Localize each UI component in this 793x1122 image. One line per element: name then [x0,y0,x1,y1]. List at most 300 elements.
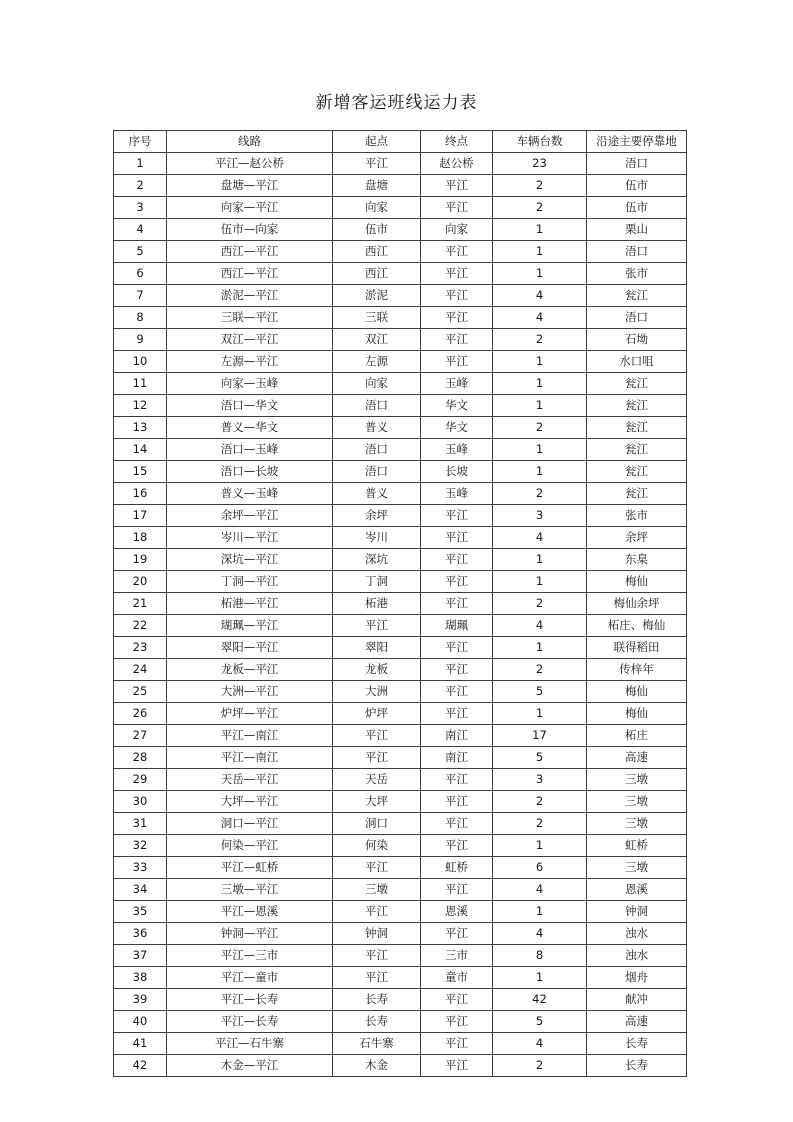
cell-vehicle_count: 1 [493,219,587,241]
cell-destination: 玉峰 [421,483,493,505]
cell-vehicle_count: 42 [493,989,587,1011]
cell-route: 平江—恩溪 [167,901,333,923]
cell-index: 32 [114,835,167,857]
cell-origin: 西江 [333,241,421,263]
cell-index: 12 [114,395,167,417]
cell-route: 平江—南江 [167,725,333,747]
cell-stops: 瓮江 [587,483,687,505]
table-row [114,1033,687,1055]
cell-destination: 平江 [421,241,493,263]
cell-index: 41 [114,1033,167,1055]
cell-vehicle_count: 1 [493,637,587,659]
cell-index: 27 [114,725,167,747]
cell-route: 瑚珮—平江 [167,615,333,637]
table-row [114,923,687,945]
cell-route: 柘港—平江 [167,593,333,615]
cell-origin: 钟洞 [333,923,421,945]
cell-index: 14 [114,439,167,461]
cell-index: 4 [114,219,167,241]
cell-index: 34 [114,879,167,901]
cell-destination: 平江 [421,681,493,703]
table-row [114,373,687,395]
cell-destination: 平江 [421,637,493,659]
cell-vehicle_count: 1 [493,967,587,989]
cell-stops: 柘庄 [587,725,687,747]
cell-index: 7 [114,285,167,307]
cell-vehicle_count: 2 [493,197,587,219]
cell-origin: 平江 [333,725,421,747]
cell-destination: 玉峰 [421,373,493,395]
table-row [114,461,687,483]
cell-stops: 梅仙余坪 [587,593,687,615]
cell-index: 16 [114,483,167,505]
cell-origin: 平江 [333,615,421,637]
cell-index: 35 [114,901,167,923]
cell-destination: 平江 [421,307,493,329]
cell-index: 11 [114,373,167,395]
cell-stops: 联得稻田 [587,637,687,659]
cell-index: 28 [114,747,167,769]
cell-route: 丁洞—平江 [167,571,333,593]
cell-route: 平江—童市 [167,967,333,989]
cell-origin: 浯口 [333,461,421,483]
cell-stops: 恩溪 [587,879,687,901]
cell-destination: 平江 [421,879,493,901]
cell-destination: 平江 [421,549,493,571]
cell-stops: 浯口 [587,153,687,175]
cell-vehicle_count: 1 [493,351,587,373]
table-row [114,153,687,175]
cell-destination: 平江 [421,1055,493,1077]
cell-stops: 长寿 [587,1055,687,1077]
cell-vehicle_count: 1 [493,901,587,923]
cell-vehicle_count: 2 [493,791,587,813]
cell-origin: 大洲 [333,681,421,703]
cell-origin: 丁洞 [333,571,421,593]
cell-destination: 平江 [421,175,493,197]
cell-origin: 柘港 [333,593,421,615]
cell-vehicle_count: 4 [493,307,587,329]
cell-vehicle_count: 4 [493,879,587,901]
cell-destination: 平江 [421,989,493,1011]
cell-route: 平江—石牛寨 [167,1033,333,1055]
table-row [114,835,687,857]
cell-route: 平江—长寿 [167,989,333,1011]
cell-vehicle_count: 2 [493,175,587,197]
cell-stops: 瓮江 [587,373,687,395]
cell-route: 普义—玉峰 [167,483,333,505]
cell-origin: 伍市 [333,219,421,241]
cell-stops: 献冲 [587,989,687,1011]
cell-vehicle_count: 2 [493,1055,587,1077]
cell-origin: 炉坪 [333,703,421,725]
cell-route: 平江—赵公桥 [167,153,333,175]
table-row [114,1011,687,1033]
cell-vehicle_count: 4 [493,615,587,637]
cell-destination: 长坡 [421,461,493,483]
cell-origin: 西江 [333,263,421,285]
cell-stops: 浊水 [587,923,687,945]
cell-vehicle_count: 23 [493,153,587,175]
cell-route: 伍市—向家 [167,219,333,241]
cell-route: 西江—平江 [167,263,333,285]
cell-route: 翠阳—平江 [167,637,333,659]
column-header-route: 线路 [167,131,333,153]
table-row [114,725,687,747]
cell-stops: 浯口 [587,241,687,263]
cell-index: 38 [114,967,167,989]
cell-vehicle_count: 1 [493,395,587,417]
cell-route: 三联—平江 [167,307,333,329]
table-row [114,197,687,219]
cell-index: 10 [114,351,167,373]
cell-route: 天岳—平江 [167,769,333,791]
cell-route: 三墩—平江 [167,879,333,901]
cell-route: 钟洞—平江 [167,923,333,945]
cell-origin: 浯口 [333,395,421,417]
cell-vehicle_count: 8 [493,945,587,967]
cell-stops: 东臬 [587,549,687,571]
cell-route: 浯口—华文 [167,395,333,417]
cell-stops: 张市 [587,505,687,527]
cell-origin: 平江 [333,857,421,879]
table-row [114,813,687,835]
cell-index: 30 [114,791,167,813]
cell-origin: 平江 [333,967,421,989]
cell-vehicle_count: 2 [493,329,587,351]
table-row [114,769,687,791]
cell-origin: 长寿 [333,1011,421,1033]
cell-index: 39 [114,989,167,1011]
cell-destination: 平江 [421,527,493,549]
cell-origin: 深坑 [333,549,421,571]
table-row [114,285,687,307]
table-row [114,1055,687,1077]
cell-route: 向家—玉峰 [167,373,333,395]
cell-origin: 三联 [333,307,421,329]
cell-route: 平江—虹桥 [167,857,333,879]
table-row [114,483,687,505]
cell-route: 龙板—平江 [167,659,333,681]
cell-stops: 瓮江 [587,395,687,417]
cell-route: 何染—平江 [167,835,333,857]
cell-origin: 洞口 [333,813,421,835]
cell-index: 18 [114,527,167,549]
cell-destination: 平江 [421,703,493,725]
cell-stops: 烟舟 [587,967,687,989]
cell-vehicle_count: 5 [493,1011,587,1033]
table-row [114,901,687,923]
cell-origin: 平江 [333,747,421,769]
cell-destination: 平江 [421,791,493,813]
cell-route: 盘塘—平江 [167,175,333,197]
cell-route: 淤泥—平江 [167,285,333,307]
cell-stops: 瓮江 [587,461,687,483]
cell-index: 26 [114,703,167,725]
column-header-index: 序号 [114,131,167,153]
cell-destination: 平江 [421,813,493,835]
cell-index: 6 [114,263,167,285]
cell-vehicle_count: 17 [493,725,587,747]
cell-route: 双江—平江 [167,329,333,351]
cell-stops: 三墩 [587,813,687,835]
cell-route: 浯口—玉峰 [167,439,333,461]
cell-stops: 张市 [587,263,687,285]
cell-destination: 平江 [421,835,493,857]
table-row [114,175,687,197]
cell-stops: 高速 [587,1011,687,1033]
cell-vehicle_count: 6 [493,857,587,879]
cell-origin: 岑川 [333,527,421,549]
cell-index: 5 [114,241,167,263]
cell-destination: 南江 [421,747,493,769]
cell-stops: 三墩 [587,857,687,879]
cell-destination: 平江 [421,1033,493,1055]
cell-route: 西江—平江 [167,241,333,263]
cell-vehicle_count: 1 [493,461,587,483]
cell-route: 左源—平江 [167,351,333,373]
cell-stops: 瓮江 [587,417,687,439]
table-row [114,439,687,461]
cell-destination: 瑚珮 [421,615,493,637]
cell-destination: 南江 [421,725,493,747]
table-row [114,593,687,615]
cell-vehicle_count: 2 [493,417,587,439]
table-row [114,989,687,1011]
cell-stops: 梅仙 [587,681,687,703]
cell-vehicle_count: 1 [493,263,587,285]
cell-origin: 长寿 [333,989,421,1011]
cell-index: 40 [114,1011,167,1033]
cell-route: 深坑—平江 [167,549,333,571]
cell-index: 22 [114,615,167,637]
cell-index: 1 [114,153,167,175]
table-row [114,307,687,329]
cell-vehicle_count: 1 [493,439,587,461]
table-row [114,219,687,241]
table-row [114,505,687,527]
cell-index: 37 [114,945,167,967]
cell-vehicle_count: 3 [493,505,587,527]
column-header-stops: 沿途主要停靠地 [587,131,687,153]
cell-stops: 瓮江 [587,285,687,307]
cell-origin: 淤泥 [333,285,421,307]
cell-stops: 三墩 [587,791,687,813]
table-row [114,681,687,703]
cell-destination: 平江 [421,593,493,615]
cell-vehicle_count: 3 [493,769,587,791]
cell-destination: 三市 [421,945,493,967]
cell-index: 13 [114,417,167,439]
cell-route: 岑川—平江 [167,527,333,549]
cell-stops: 瓮江 [587,439,687,461]
table-row [114,263,687,285]
cell-index: 9 [114,329,167,351]
cell-index: 8 [114,307,167,329]
table-row [114,791,687,813]
cell-vehicle_count: 2 [493,813,587,835]
cell-origin: 木金 [333,1055,421,1077]
cell-stops: 余坪 [587,527,687,549]
column-header-vehicle_count: 车辆台数 [493,131,587,153]
page-title: 新增客运班线运力表 [315,93,478,113]
cell-route: 浯口—长坡 [167,461,333,483]
cell-stops: 梅仙 [587,571,687,593]
cell-vehicle_count: 2 [493,659,587,681]
table-row [114,527,687,549]
cell-stops: 梅仙 [587,703,687,725]
cell-vehicle_count: 2 [493,593,587,615]
cell-index: 24 [114,659,167,681]
cell-stops: 水口咀 [587,351,687,373]
cell-index: 36 [114,923,167,945]
cell-destination: 赵公桥 [421,153,493,175]
cell-destination: 平江 [421,769,493,791]
cell-vehicle_count: 1 [493,241,587,263]
cell-route: 余坪—平江 [167,505,333,527]
cell-index: 23 [114,637,167,659]
cell-origin: 何染 [333,835,421,857]
cell-index: 19 [114,549,167,571]
table-row [114,571,687,593]
cell-destination: 平江 [421,505,493,527]
cell-route: 普义—华文 [167,417,333,439]
cell-route: 木金—平江 [167,1055,333,1077]
cell-destination: 平江 [421,197,493,219]
cell-origin: 平江 [333,153,421,175]
cell-vehicle_count: 4 [493,1033,587,1055]
cell-stops: 钟洞 [587,901,687,923]
table-row [114,747,687,769]
cell-origin: 龙板 [333,659,421,681]
cell-destination: 平江 [421,571,493,593]
capacity-table [113,130,687,1077]
cell-destination: 恩溪 [421,901,493,923]
cell-route: 平江—三市 [167,945,333,967]
cell-index: 2 [114,175,167,197]
table-row [114,857,687,879]
cell-destination: 玉峰 [421,439,493,461]
cell-route: 炉坪—平江 [167,703,333,725]
table-row [114,329,687,351]
cell-index: 31 [114,813,167,835]
cell-destination: 虹桥 [421,857,493,879]
cell-index: 15 [114,461,167,483]
cell-destination: 平江 [421,1011,493,1033]
cell-index: 17 [114,505,167,527]
cell-destination: 平江 [421,285,493,307]
cell-vehicle_count: 2 [493,483,587,505]
cell-stops: 三墩 [587,769,687,791]
cell-destination: 向家 [421,219,493,241]
cell-vehicle_count: 4 [493,923,587,945]
cell-origin: 余坪 [333,505,421,527]
cell-stops: 石坳 [587,329,687,351]
cell-origin: 左源 [333,351,421,373]
table-row [114,395,687,417]
cell-origin: 大坪 [333,791,421,813]
cell-stops: 柘庄、梅仙 [587,615,687,637]
table-row [114,241,687,263]
cell-origin: 普义 [333,417,421,439]
cell-origin: 翠阳 [333,637,421,659]
cell-origin: 盘塘 [333,175,421,197]
cell-stops: 浯口 [587,307,687,329]
cell-index: 20 [114,571,167,593]
cell-vehicle_count: 1 [493,571,587,593]
cell-route: 平江—长寿 [167,1011,333,1033]
cell-route: 向家—平江 [167,197,333,219]
cell-destination: 华文 [421,395,493,417]
table-row [114,967,687,989]
cell-destination: 平江 [421,329,493,351]
table-row [114,417,687,439]
cell-vehicle_count: 1 [493,549,587,571]
cell-destination: 平江 [421,659,493,681]
cell-origin: 向家 [333,373,421,395]
cell-origin: 石牛寨 [333,1033,421,1055]
cell-vehicle_count: 4 [493,527,587,549]
table-row [114,615,687,637]
cell-index: 21 [114,593,167,615]
cell-vehicle_count: 4 [493,285,587,307]
cell-origin: 平江 [333,945,421,967]
cell-destination: 华文 [421,417,493,439]
column-header-destination: 终点 [421,131,493,153]
cell-origin: 向家 [333,197,421,219]
cell-destination: 平江 [421,263,493,285]
cell-origin: 普义 [333,483,421,505]
cell-stops: 伍市 [587,175,687,197]
cell-origin: 三墩 [333,879,421,901]
table-row [114,659,687,681]
cell-index: 29 [114,769,167,791]
cell-route: 洞口—平江 [167,813,333,835]
cell-index: 3 [114,197,167,219]
table-row [114,549,687,571]
column-header-origin: 起点 [333,131,421,153]
cell-stops: 虹桥 [587,835,687,857]
cell-route: 平江—南江 [167,747,333,769]
cell-destination: 平江 [421,923,493,945]
cell-stops: 浊水 [587,945,687,967]
cell-origin: 双江 [333,329,421,351]
table-header-row [114,131,687,153]
cell-origin: 浯口 [333,439,421,461]
table-row [114,351,687,373]
cell-stops: 长寿 [587,1033,687,1055]
cell-vehicle_count: 1 [493,835,587,857]
cell-stops: 高速 [587,747,687,769]
cell-stops: 伍市 [587,197,687,219]
cell-index: 33 [114,857,167,879]
table-row [114,637,687,659]
cell-route: 大坪—平江 [167,791,333,813]
cell-vehicle_count: 1 [493,373,587,395]
cell-index: 25 [114,681,167,703]
cell-stops: 传梓年 [587,659,687,681]
cell-origin: 平江 [333,901,421,923]
table-row [114,703,687,725]
cell-vehicle_count: 5 [493,747,587,769]
table-row [114,945,687,967]
cell-destination: 童市 [421,967,493,989]
cell-route: 大洲—平江 [167,681,333,703]
cell-index: 42 [114,1055,167,1077]
cell-vehicle_count: 5 [493,681,587,703]
cell-destination: 平江 [421,351,493,373]
cell-vehicle_count: 1 [493,703,587,725]
